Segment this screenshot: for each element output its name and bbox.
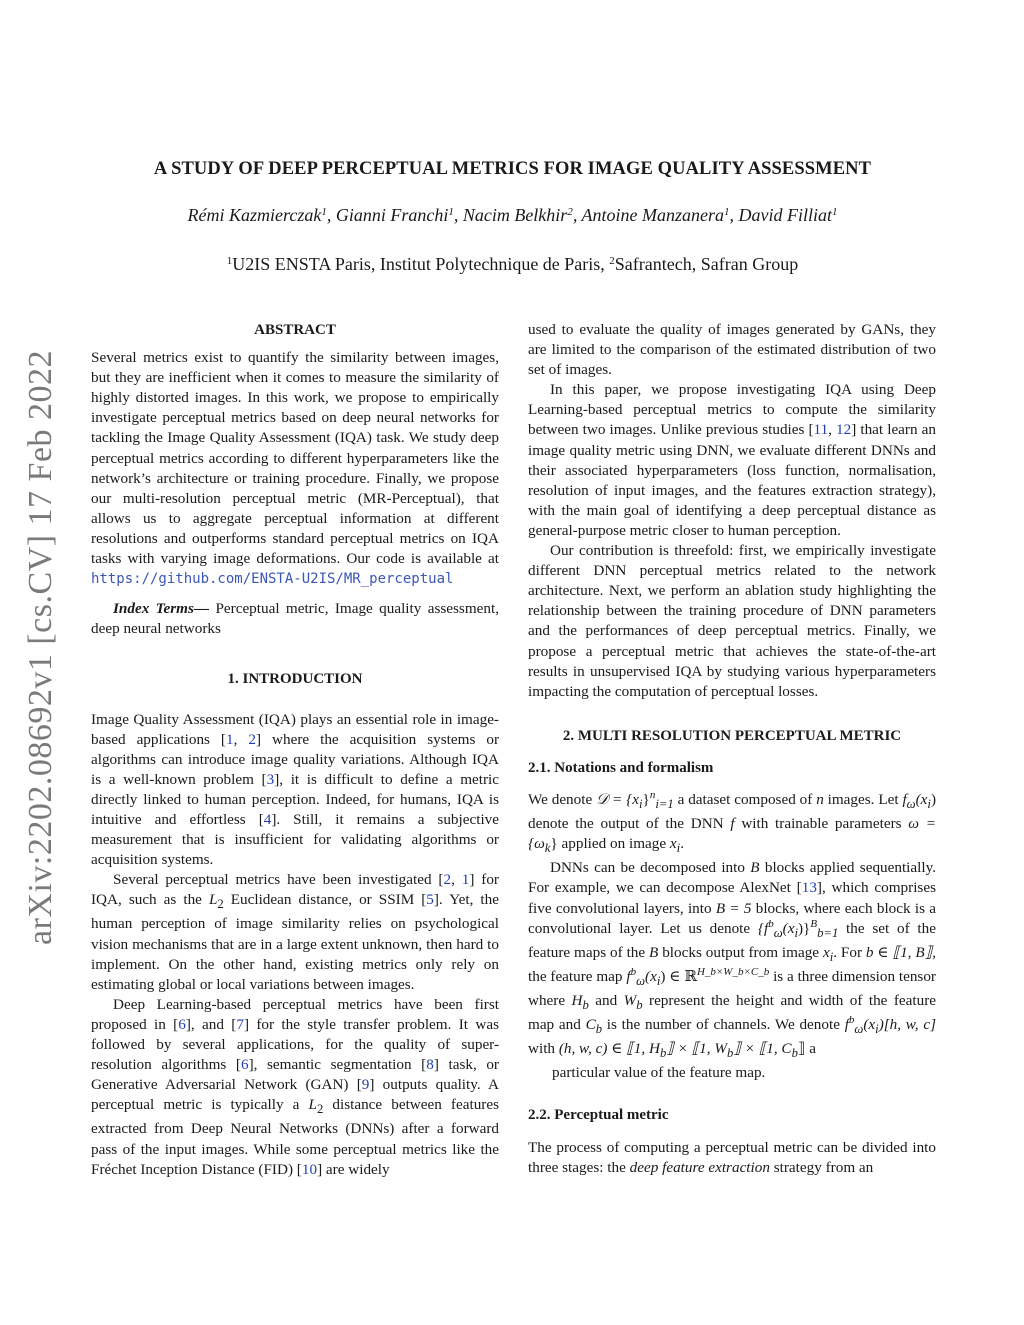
index-terms [91,599,499,639]
section-2-heading: 2. MULTI RESOLUTION PERCEPTUAL METRIC [562,727,902,744]
blocks-para: DNNs can be decomposed into B blocks applied sequentially. For example, we can decompose AlexNet [13], which comprises five convolutional layers, into B = 5 blocks, where each block is a convolutional layer. Let us denote $\{f^b_\omega(x_i)\}^B_{b=1}$ the set of the feature maps of the B blocks output from image $x_i$. For b ∈ ⟦1, B⟧, the feature map $f^b_\omega(x_i)$ ∈ ℝ$^{H\_b\times W\_b\times C\_b}$ is a three dimension tensor where $H_b$ and $W_b$ represent the height and width of the feature map and $C_b$ is the number of channels. We denote $f^b_\omega(x_i)[h$, w, c] with (h, w, c) ∈ ⟦1, $H_b⟧$ × ⟦1, $W_b⟧$ × ⟦1, $C_b⟧$ a [528,859,936,1061]
left-column [91,320,499,1180]
author-affil-sup: 2 [567,206,573,218]
citation[interactable]: 6 [178,1015,186,1033]
author-name: Antoine Manzanera [581,205,724,225]
paper-title: A STUDY OF DEEP PERCEPTUAL METRICS FOR IMAGE QUALITY ASSESSMENT [153,159,872,179]
author-name: Nacim Belkhir [462,205,568,225]
intro-para-2: Several perceptual metrics have been investigated [2, 1] for IQA, such as the $L_2$ Euclidean distance, or SSIM [5]. Yet, the human perception of image similarity relies on psychological vision mechanisms that are in a large extent unknown, then hard to implement. On the other hand, existing metrics only rely on estimating global or local variations between images. [91,871,499,993]
author-name: Gianni Franchi [335,205,449,225]
right-para-1: used to evaluate the quality of images generated by GANs, they are limited to the comparison of the estimated distribution of two set of images. [528,321,936,379]
citation[interactable]: 9 [361,1076,370,1094]
citation[interactable]: 2 [443,871,452,889]
abstract-text [91,348,499,589]
author-affil-sup: 1 [723,206,730,218]
arxiv-stamp: arXiv:2202.08692v1 [cs.CV] 17 Feb 2022 [22,349,59,945]
citation[interactable]: 8 [426,1056,434,1074]
citation[interactable]: 12 [836,421,852,439]
affil-1: U2IS ENSTA Paris, Institut Polytechnique de Paris, [232,254,610,274]
citation[interactable]: 13 [801,879,817,897]
citation[interactable]: 5 [426,891,434,909]
citation[interactable]: 2 [248,730,256,748]
author-list: Rémi Kazmierczak$^1$, Gianni Franchi$^1$, Nacim Belkhir$^2$, Antoine Manzanera$^1$, David Filliat$^1$ [187,205,838,225]
notation-para: We denote 𝒟 = $\{x_i\}^n_{i=1}$ a dataset composed of n images. Let $f_\omega(x_i)$ denote the output of the DNN f with trainable parameters $\omega = \{\omega_k\}$ applied on image $x_i$. [528,788,937,856]
code-url-link[interactable]: https://github.com/ENSTA-U2IS/MR_perceptual [91,571,454,588]
intro-para-3: Deep Learning-based perceptual metrics have been first proposed in [6], and [7] for the style transfer problem. It was followed by several applications, for the quality of super-resolution algorithms [6], semantic segmentation [8] task, or Generative Adversarial Network (GAN) [9] outputs quality. A perceptual metric is typically a $L_2$ distance between features extracted from Deep Neural Networks (DNNs) after a forward pass of the input images. While some perceptual metrics like the Fréchet Inception Distance (FID) [10] are widely [91,995,500,1178]
author-affil-sup: 1 [831,206,838,218]
citation[interactable]: 3 [266,770,275,788]
citation[interactable]: 7 [236,1015,244,1033]
affil-2: Safrantech, Safran Group [614,254,799,274]
subsection-2-2-heading: 2.2. Perceptual metric [528,1107,669,1124]
citation[interactable]: 1 [461,871,470,889]
citation[interactable]: 6 [240,1056,249,1074]
intro-para-1: Image Quality Assessment (IQA) plays an essential role in image-based applications [1, 2] where the acquisition systems or algorithms can introduce image quality variations. Although IQA is a well-known problem [3], it is difficult to define a metric directly linked to human perception. Indeed, for humans, IQA is intuitive and effortless [4]. Still, it remains a subjective measurement that is insufficient for validating algorithms or acquisition systems. [91,710,499,869]
affil-sup-2: 2 [609,255,615,267]
intro-heading: 1. INTRODUCTION [227,671,363,688]
abstract-body: Several metrics exist to quantify the similarity between images, but they are inefficient when it comes to measure the similarity of highly distorted images. In this work, we propose to empirically investigate perceptual metrics based on deep neural networks for tackling the Image Quality Assessment (IQA) task. We study deep perceptual metrics according to different hyperparameters like the network’s architecture or training procedure. Finally, we propose our multi-resolution perceptual metric (MR-Perceptual), that allows us to aggregate perceptual information at different resolutions and outperforms standard perceptual metrics on IQA tasks with varying image deformations. Our code is available at [91,349,499,568]
affil-sup-1: 1 [226,255,233,267]
blocks-para-cont: particular value of the feature map. [552,1064,766,1082]
right-para-2: In this paper, we propose investigating IQA using Deep Learning-based perceptual metrics to compute the similarity between two images. Unlike previous studies [11, 12] that learn an image quality metric using DNN, we evaluate different DNNs and their associated hyperparameters (loss function, normalisation, resolution of input images, and the features extraction strategy), with the main goal of identifying a deep perceptual distance as general-purpose metric closer to human perception. [528,381,936,539]
perceptual-metric-para: The process of computing a perceptual metric can be divided into three stages: the deep feature extraction strategy from an [528,1138,936,1176]
citation[interactable]: 1 [226,730,234,748]
subsection-2-1-heading: 2.1. Notations and formalism [528,759,714,776]
index-terms-text: Perceptual metric, Image quality assessment, deep neural networks [91,600,499,638]
author-name: Rémi Kazmierczak [187,205,322,225]
affiliations [90,254,935,275]
author-affil-sup: 1 [321,206,327,218]
citation[interactable]: 11 [813,421,829,439]
abstract-heading: ABSTRACT [254,322,336,338]
right-para-3: Our contribution is threefold: first, we empirically investigate different DNN perceptual metrics related to the network architecture. Next, we perform an ablation study highlighting the relationship between the training procedure of DNN parameters and the performances of deep perceptual metrics. Finally, we propose a perceptual metric that achieves the state-of-the-art results in unsupervised IQA by studying various hyperparameters impacting the computation of perceptual losses. [528,542,936,700]
citation[interactable]: 10 [301,1160,318,1178]
author-name: David Filliat [738,205,832,225]
author-affil-sup: 1 [448,206,454,218]
index-terms-label: Index Terms— [113,600,210,618]
citation[interactable]: 4 [263,810,272,828]
right-column [528,320,936,1178]
